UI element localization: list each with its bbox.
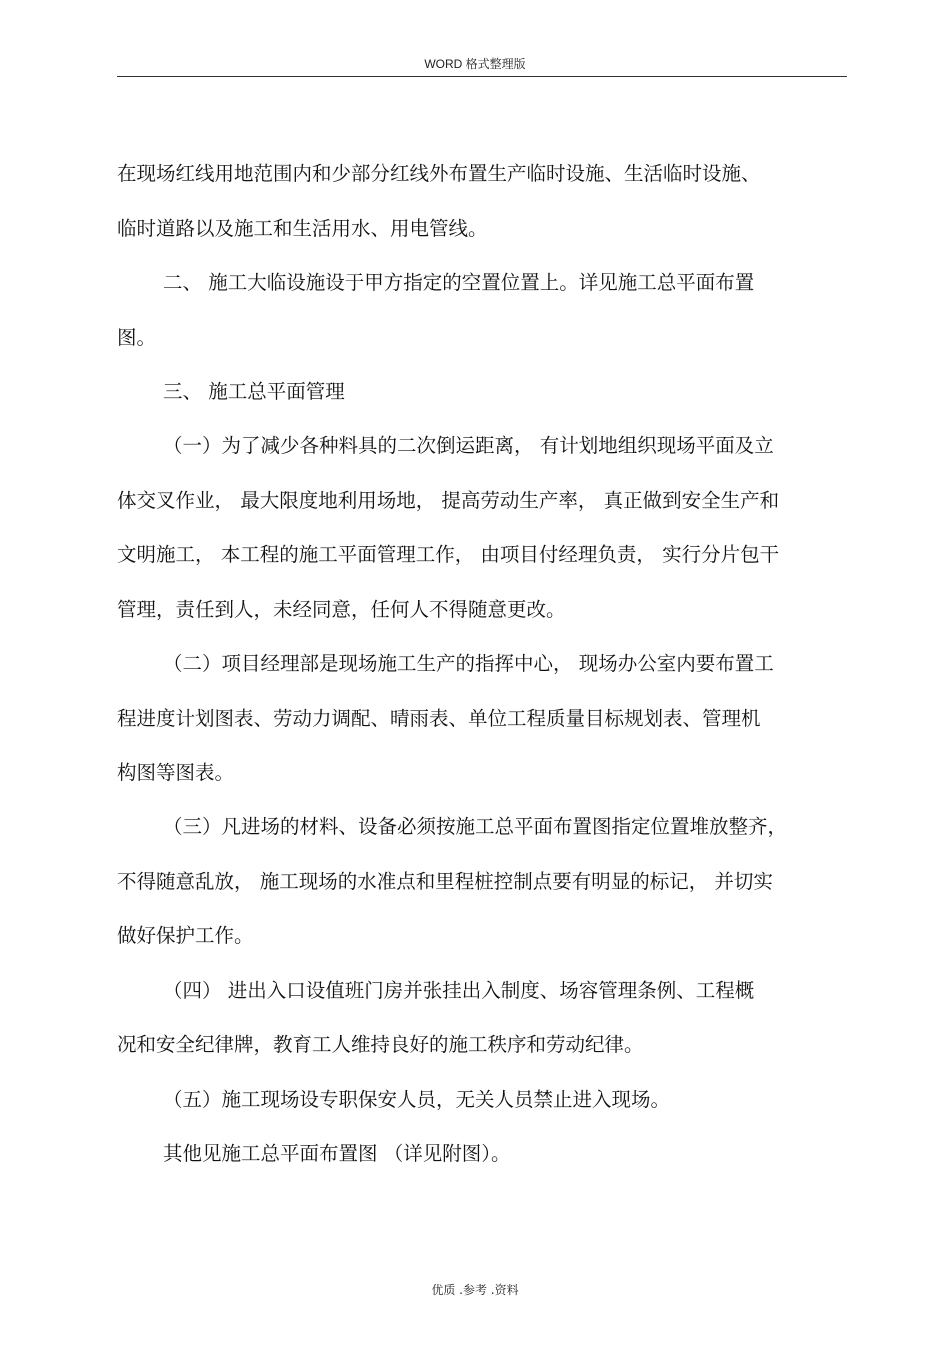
body-line: 做好保护工作。 bbox=[117, 924, 254, 947]
body-line: 其他见施工总平面布置图 （详见附图）。 bbox=[163, 1142, 511, 1165]
body-line: 文明施工， 本工程的施工平面管理工作， 由项目付经理负责， 实行分片包干 bbox=[117, 543, 780, 566]
body-line: 况和安全纪律牌，教育工人维持良好的施工秩序和劳动纪律。 bbox=[117, 1033, 644, 1056]
body-line: 程进度计划图表、劳动力调配、晴雨表、单位工程质量目标规划表、管理机 bbox=[117, 707, 761, 730]
body-line: 管理，责任到人，未经同意，任何人不得随意更改。 bbox=[117, 598, 566, 621]
page-header-title: WORD 格式整理版 bbox=[424, 57, 526, 71]
body-line: （五）施工现场设专职保安人员，无关人员禁止进入现场。 bbox=[163, 1088, 671, 1111]
header-divider bbox=[117, 76, 847, 77]
body-line: 临时道路以及施工和生活用水、用电管线。 bbox=[117, 217, 488, 240]
body-line: 体交叉作业， 最大限度地利用场地， 提高劳动生产率， 真正做到安全生产和 bbox=[117, 489, 780, 512]
body-line: （三）凡进场的材料、设备必须按施工总平面布置图指定位置堆放整齐， bbox=[163, 815, 788, 838]
body-line: 图。 bbox=[117, 326, 157, 349]
page-footer: 优质 .参考 .资料 bbox=[431, 1283, 519, 1297]
body-line: 二、 施工大临设施设于甲方指定的空置位置上。详见施工总平面布置 bbox=[163, 271, 755, 294]
body-line: 在现场红线用地范围内和少部分红线外布置生产临时设施、生活临时设施、 bbox=[117, 162, 761, 185]
body-line: （一）为了减少各种料具的二次倒运距离， 有计划地组织现场平面及立 bbox=[163, 434, 774, 457]
body-line: （二）项目经理部是现场施工生产的指挥中心， 现场办公室内要布置工 bbox=[163, 652, 774, 675]
body-line: 三、 施工总平面管理 bbox=[163, 380, 345, 403]
body-line: （四） 进出入口设值班门房并张挂出入制度、场容管理条例、工程概 bbox=[163, 979, 755, 1002]
body-line: 不得随意乱放， 施工现场的水准点和里程桩控制点要有明显的标记， 并切实 bbox=[117, 870, 773, 893]
body-line: 构图等图表。 bbox=[117, 761, 235, 784]
